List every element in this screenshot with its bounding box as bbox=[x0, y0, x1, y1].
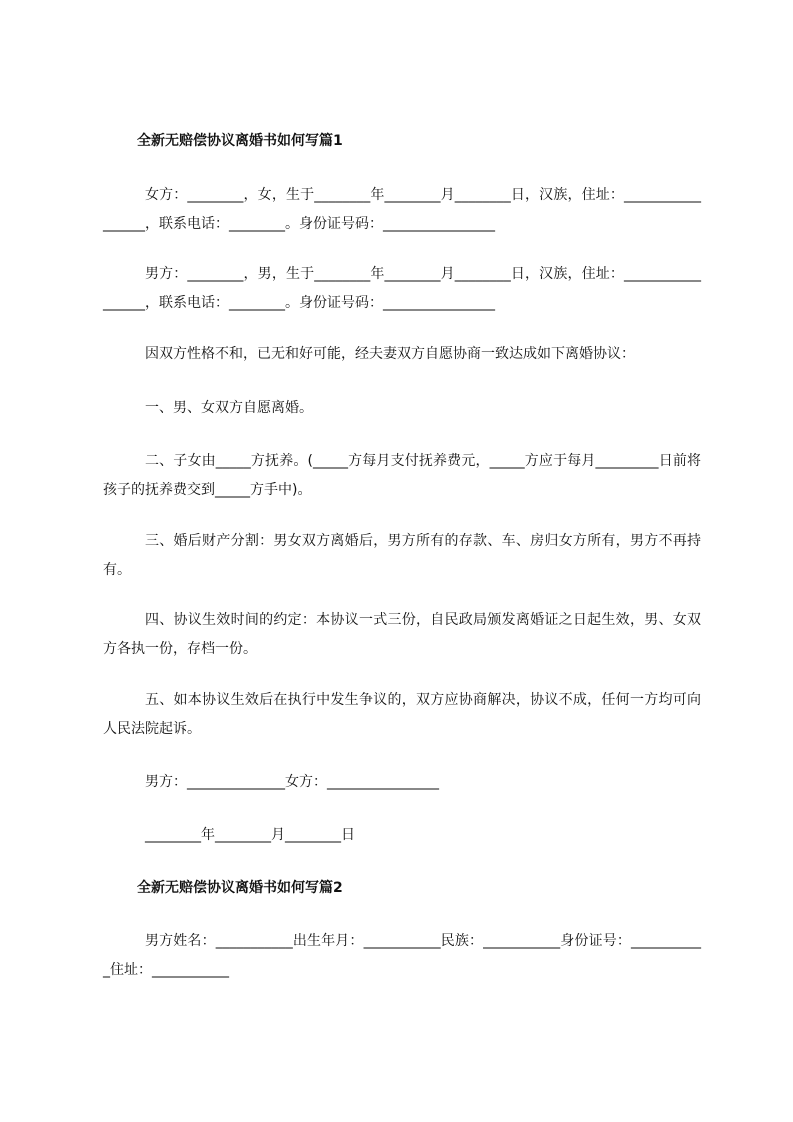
intro-paragraph: 因双方性格不和，已无和好可能，经夫妻双方自愿协商一致达成如下离婚协议： bbox=[145, 346, 635, 362]
date-line: ________年________月________日 bbox=[145, 827, 355, 843]
clause-3-paragraph: 三、婚后财产分割：男女双方离婚后，男方所有的存款、车、房归女方所有，男方不再持有。 bbox=[103, 533, 701, 578]
clause-4-paragraph: 四、协议生效时间的约定：本协议一式三份，自民政局颁发离婚证之日起生效，男、女双方各执一份，存档一份。 bbox=[103, 612, 701, 657]
section-2-info-paragraph: 男方姓名：___________出生年月：___________民族：___________身份证号：___________住址：___________ bbox=[103, 933, 701, 978]
clause-2-paragraph: 二、子女由_____方抚养。(_____方每月支付抚养费元，_____方应于每月_________日前将孩子的抚养费交到_____方手中)。 bbox=[103, 453, 701, 498]
signature-line: 男方：______________女方：________________ bbox=[145, 774, 439, 790]
wife-info-paragraph: 女方：________，女，生于________年________月________日，汉族，住址：_________________，联系电话：________。身份证号码：________________ bbox=[103, 187, 701, 232]
clause-1-paragraph: 一、男、女双方自愿离婚。 bbox=[145, 400, 313, 416]
section-1-title: 全新无赔偿协议离婚书如何写篇1 bbox=[137, 133, 343, 149]
clause-5-paragraph: 五、如本协议生效后在执行中发生争议的，双方应协商解决，协议不成，任何一方均可向人民法院起诉。 bbox=[103, 692, 701, 737]
section-2-title: 全新无赔偿协议离婚书如何写篇2 bbox=[137, 880, 343, 896]
husband-info-paragraph: 男方：________，男，生于________年________月________日，汉族，住址：_________________，联系电话：________。身份证号码：________________ bbox=[103, 266, 701, 311]
